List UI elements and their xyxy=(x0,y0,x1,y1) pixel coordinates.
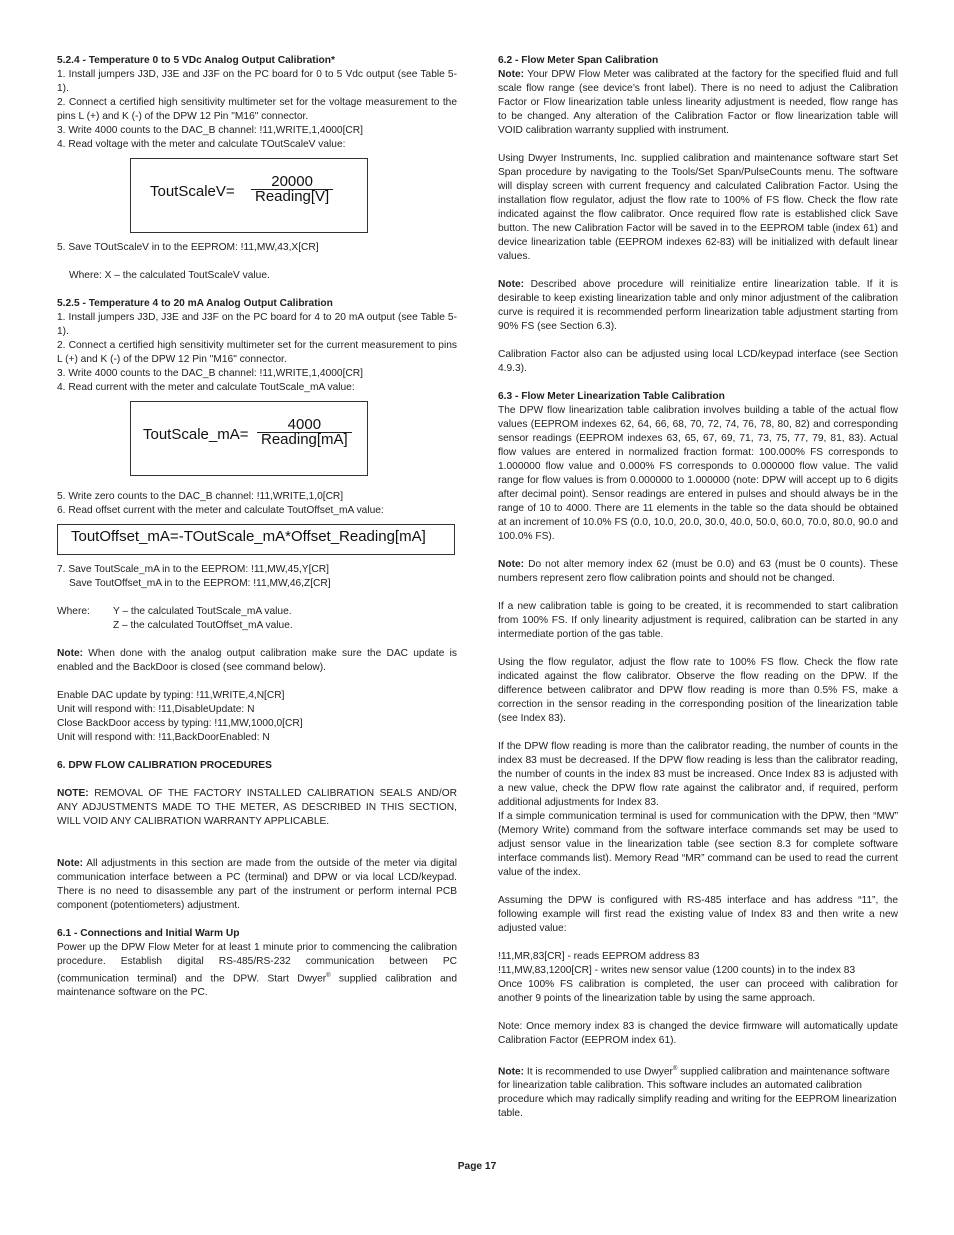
note-paragraph xyxy=(57,647,457,675)
paragraph: Note: Once memory index 83 is changed the device firmware will automatically update Calibration Factor (EEPROM index 61). xyxy=(498,1021,898,1046)
formula-numerator: 4000 xyxy=(257,418,352,433)
warning-paragraph xyxy=(57,787,457,829)
note-text: Do not alter memory index 62 (must be 0.0) and 63 (must be 0 counts). These numbers represent zero flow calibration points and should not be changed. xyxy=(498,559,898,584)
command-line: Unit will respond with: !11,DisableUpdate: N xyxy=(57,704,255,715)
note-label: NOTE: xyxy=(57,788,89,799)
page-number: Page 17 xyxy=(457,1161,497,1172)
paragraph: The DPW flow linearization table calibration involves building a table of the actual flow values (EEPROM indexes 62, 64, 66, 68, 70, 72, 74, 76, 78, 80, 82) and corresponding sensor readings (EEPROM indexes 63, 65, 67, 69, 71, 73, 75, 77, 79, 81, 83). Actual flow values are entered in normalized fraction format: 100.000% FS corresponds to 1.000000 flow value and 0.000% FS corresponds to 0.000000 flow value. The valid range for flow values is from 0.000000 to 1.000000 (note: DPW will accept up to 6 digits after decimal point). Sensor readings are entered in pulses and should always be in the range of 10 to 4000. There are 11 elements in the table so the data should be obtained at an increment of 10.0% FS (0.0, 10.0, 20.0, 30.0, 40.0, 50.0, 60.0, 70.0, 80.0, 90.0 and 100.0% FS). xyxy=(498,405,898,542)
note-label: Note: xyxy=(57,648,84,659)
paragraph: If a new calibration table is going to be created, it is recommended to start calibration from 100% FS. If only linearity adjustment is required, calibration can be started in any intermediate portion of the gas table. xyxy=(498,601,898,640)
formula-denominator: Reading[mA] xyxy=(261,431,348,448)
step: 1. Install jumpers J3D, J3E and J3F on the PC board for 4 to 20 mA output (see Table 5-1). xyxy=(57,312,457,337)
note-text: When done with the analog output calibration make sure the DAC update is enabled and the BackDoor is closed (see command below). xyxy=(57,648,457,673)
where-label: Where: xyxy=(57,606,90,617)
formula-toutscale-ma xyxy=(130,401,368,476)
note-label: Note: xyxy=(57,858,84,869)
step: 2. Connect a certified high sensitivity multimeter set for the current measurement to pins L (+) and K (-) of the DPW 12 Pin "M16" connector. xyxy=(57,340,457,365)
step: 2. Connect a certified high sensitivity multimeter set for the voltage measurement to the pins L (+) and K (-) of the DPW 12 Pin "M16" connector. xyxy=(57,97,457,122)
section-5-2-4-title: 5.2.4 - Temperature 0 to 5 VDc Analog Output Calibration* xyxy=(57,55,335,66)
note-text: supplied calibration and maintenance software for linearization table calibration. This software includes an automated calibration procedure which may radically simplify reading and writing for the EEPROM linearization table. xyxy=(498,1066,897,1120)
section-6-title: 6. DPW FLOW CALIBRATION PROCEDURES xyxy=(57,760,272,771)
paragraph: Using the flow regulator, adjust the flow rate to 100% FS flow. Check the flow rate indicated against the flow calibrator. Observe the flow reading on the DPW. If the difference between calibrator and DPW flow reading is more than 0.5% FS, make a correction in the sensor reading in the corresponding position of the linearization table (see Index 83). xyxy=(498,657,898,724)
where-z: Z – the calculated ToutOffset_mA value. xyxy=(113,620,293,631)
note-label: Note: xyxy=(498,69,525,80)
note-text: All adjustments in this section are made from the outside of the meter via digital communication interface between a PC (terminal) and DPW or via local LCD/keypad. There is no need to disassemble any part of the instrument or perform internal PCB component (potentiometers) adjustment. xyxy=(57,858,457,911)
formula-label: ToutScaleV= xyxy=(150,183,235,200)
note-paragraph xyxy=(498,1062,898,1121)
left-column xyxy=(57,54,457,1000)
paragraph: Calibration Factor also can be adjusted using local LCD/keypad interface (see Section 4.9.3). xyxy=(498,349,898,374)
right-column xyxy=(498,54,898,1121)
paragraph xyxy=(57,941,457,1000)
paragraph: Using Dwyer Instruments, Inc. supplied calibration and maintenance software start Set Span procedure by navigating to the Tools/Set Span/PulseCounts menu. The software will display screen with current frequency and calculated Calibration Factor. Using the installation flow regulator, adjust the flow rate to 100% of FS flow. Check the flow rate indicated against the flow calibrator. Once required flow rate is established click Save button. The new Calibration Factor will be saved in to the EEPROM table (index 61) and device linearization table (EEPROM indexes 62-83) will be initialized with default linear values. xyxy=(498,153,898,262)
paragraph: Assuming the DPW is configured with RS-485 interface and has address “11”, the following example will first read the existing value of Index 83 and then write a new adjusted value: xyxy=(498,895,898,934)
step: 4. Read voltage with the meter and calculate TOutScaleV value: xyxy=(57,139,346,150)
where-y: Y – the calculated ToutScale_mA value. xyxy=(113,606,292,617)
step: 1. Install jumpers J3D, J3E and J3F on the PC board for 0 to 5 Vdc output (see Table 5-1). xyxy=(57,69,457,94)
step: 4. Read current with the meter and calculate ToutScale_mA value: xyxy=(57,382,355,393)
command-line: Enable DAC update by typing: !11,WRITE,4,N[CR] xyxy=(57,690,285,701)
command-line: !11,MR,83[CR] - reads EEPROM address 83 xyxy=(498,951,700,962)
note-text: Your DPW Flow Meter was calibrated at the factory for the specified fluid and full scale flow range (see device’s front label). There is no need to adjust the Calibration Factor or Flow linearization table unless linearity adjustment is needed, flow range has to be changed. Any alteration of the Calibration Factor or flow linearization table will VOID calibration warranty supplied with instrument. xyxy=(498,69,898,136)
note-label: Note: xyxy=(498,559,525,570)
warning-text: REMOVAL OF THE FACTORY INSTALLED CALIBRATION SEALS AND/OR ANY ADJUSTMENTS MADE TO THE METER, AS DESCRIBED IN THIS SECTION, WILL VOID ANY CALIBRATION WARRANTY APPLICABLE. xyxy=(57,788,457,827)
step: 6. Read offset current with the meter and calculate ToutOffset_mA value: xyxy=(57,505,384,516)
formula-numerator: 20000 xyxy=(251,175,333,190)
step: Save ToutOffset_mA in to the EEPROM: !11,MW,46,Z[CR] xyxy=(69,578,331,589)
note-text: Described above procedure will reinitialize entire linearization table. If it is desirable to keep existing linearization table and only minor adjustment of the calibration curve is required it is recommended perform linearization table adjustment starting from 90% FS (see Section 6.3). xyxy=(498,279,898,332)
step: 7. Save ToutScale_mA in to the EEPROM: !11,MW,45,Y[CR] xyxy=(57,564,329,575)
note-paragraph xyxy=(498,558,898,586)
paragraph: Once 100% FS calibration is completed, the user can proceed with calibration for another 9 points of the linearization table by using the same approach. xyxy=(498,979,898,1004)
command-line: Close BackDoor access by typing: !11,MW,1000,0[CR] xyxy=(57,718,303,729)
section-6-1-title: 6.1 - Connections and Initial Warm Up xyxy=(57,928,240,939)
step: 3. Write 4000 counts to the DAC_B channel: !11,WRITE,1,4000[CR] xyxy=(57,125,363,136)
where-note: Where: X – the calculated ToutScaleV value. xyxy=(69,270,270,281)
note-text: It is recommended to use Dwyer xyxy=(524,1066,673,1078)
formula-fraction xyxy=(251,175,333,204)
paragraph-text: Power up the DPW Flow Meter for at least 1 minute prior to commencing the calibration procedure. Establish digital RS-485/RS-232 communication between PC (communication terminal) and the DPW. Start Dwyer xyxy=(57,942,457,985)
formula-label: ToutScale_mA= xyxy=(143,426,249,443)
step: 5. Save TOutScaleV in to the EEPROM: !11,MW,43,X[CR] xyxy=(57,242,319,253)
section-6-2-title: 6.2 - Flow Meter Span Calibration xyxy=(498,55,659,66)
note-paragraph xyxy=(498,278,898,334)
paragraph: If the DPW flow reading is more than the calibrator reading, the number of counts in the index 83 must be decreased. If the DPW flow reading is less than the calibrator reading, the number of counts in the index 83 must be increased. Once Index 83 is adjusted with a new value, check the DPW flow rate against the calibrator and, if required, perform additional adjustments for Index 83. xyxy=(498,741,898,808)
formula-fraction xyxy=(257,418,352,447)
note-paragraph xyxy=(57,857,457,913)
where-values xyxy=(113,605,293,633)
where-block xyxy=(57,605,457,633)
command-line: !11,MW,83,1200[CR] - writes new sensor value (1200 counts) in to the index 83 xyxy=(498,965,856,976)
formula-toutscalev xyxy=(130,158,368,233)
registered-mark: ® xyxy=(326,973,331,979)
paragraph-text: supplied calibration and maintenance software on the PC. xyxy=(57,973,458,999)
note-label: Note: xyxy=(498,279,525,290)
note-paragraph xyxy=(498,68,898,138)
note-label: Note: xyxy=(498,1066,525,1078)
step: 5. Write zero counts to the DAC_B channel: !11,WRITE,1,0[CR] xyxy=(57,491,344,502)
section-5-2-5-title: 5.2.5 - Temperature 4 to 20 mA Analog Output Calibration xyxy=(57,298,333,309)
formula-text: ToutOffset_mA=-TOutScale_mA*Offset_Reading[mA] xyxy=(71,528,426,545)
formula-denominator: Reading[V] xyxy=(255,188,330,205)
formula-toutoffset-ma xyxy=(57,524,455,555)
paragraph: If a simple communication terminal is used for communication with the DPW, then “MW” (Memory Write) command from the software interface commands set may be used to adjust sensor value in the linearization table (see section 8.3 for complete software interface commands list). Memory Read “MR” command can be used to read the current value of the index. xyxy=(498,811,898,878)
step: 3. Write 4000 counts to the DAC_B channel: !11,WRITE,1,4000[CR] xyxy=(57,368,363,379)
section-6-3-title: 6.3 - Flow Meter Linearization Table Calibration xyxy=(498,391,725,402)
command-line: Unit will respond with: !11,BackDoorEnabled: N xyxy=(57,732,270,743)
registered-mark: ® xyxy=(672,1066,678,1072)
